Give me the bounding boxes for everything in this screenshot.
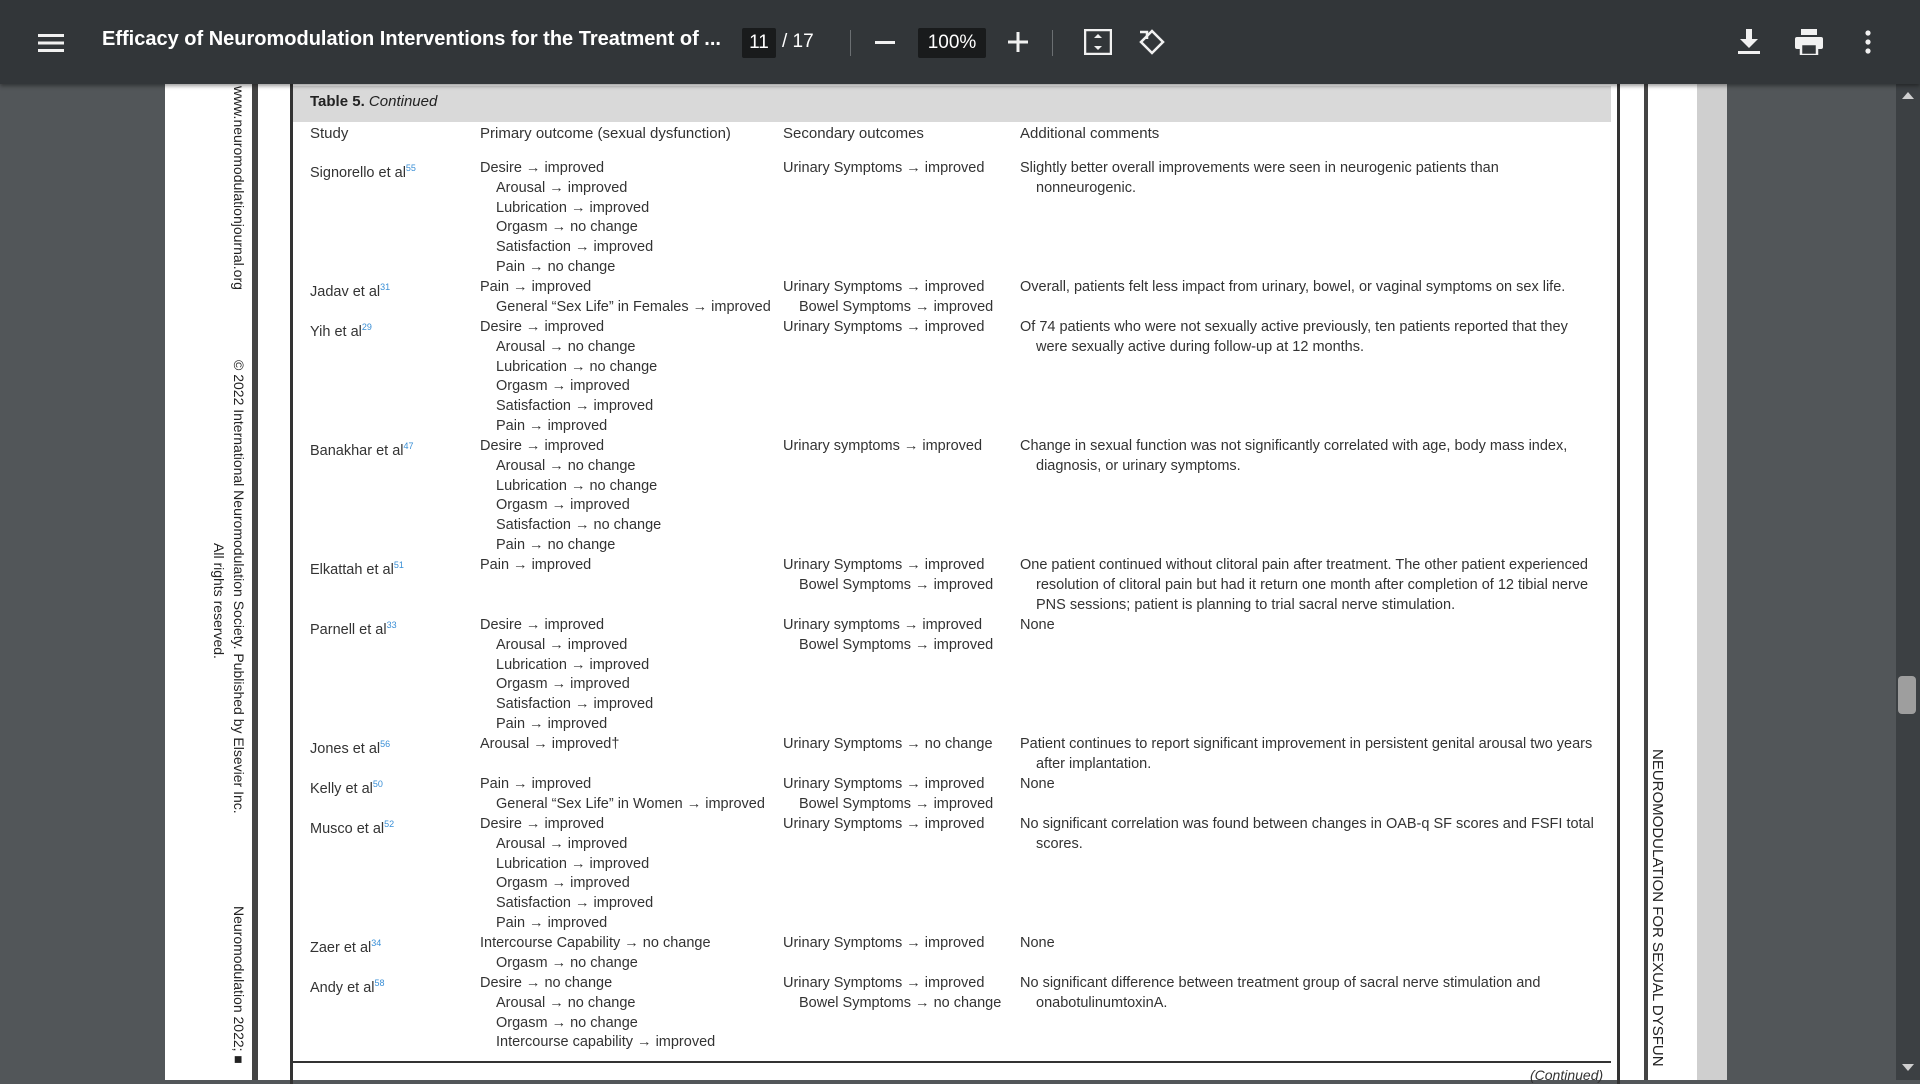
download-icon xyxy=(1738,29,1760,55)
journal-issue: Neuromodulation 2022; ■ xyxy=(231,906,247,1064)
primary-outcome-line: Pain → improved xyxy=(496,914,608,931)
study-cell xyxy=(310,735,390,760)
primary-outcome-line: Lubrication → no change xyxy=(496,358,658,375)
primary-outcome-line: Satisfaction → improved xyxy=(496,398,654,415)
secondary-outcome-line: Urinary Symptoms → improved xyxy=(783,279,985,295)
reference-link[interactable]: 50 xyxy=(372,779,383,789)
secondary-outcome-line: Urinary Symptoms → improved xyxy=(783,557,985,573)
plus-icon xyxy=(1008,32,1028,52)
primary-outcome-line: Arousal → no change xyxy=(496,338,636,355)
secondary-outcome-line: Urinary Symptoms → improved xyxy=(783,975,985,991)
primary-outcome-line: Orgasm → improved xyxy=(496,497,630,514)
reference-link[interactable]: 52 xyxy=(384,819,395,829)
reference-link[interactable]: 47 xyxy=(403,441,414,451)
reference-link[interactable]: 58 xyxy=(374,978,385,988)
secondary-outcome-line: Bowel Symptoms → no change xyxy=(799,994,1002,1011)
secondary-outcome-cell xyxy=(783,159,984,179)
primary-outcome-line: Lubrication → improved xyxy=(496,855,650,872)
primary-outcome-line: Desire → improved xyxy=(480,160,605,176)
rights-notice: All rights reserved. xyxy=(211,543,227,659)
secondary-outcome-cell xyxy=(783,974,1001,1014)
pdf-toolbar xyxy=(0,0,1920,84)
primary-outcome-line: Arousal → no change xyxy=(496,994,636,1011)
primary-outcome-line: Satisfaction → no change xyxy=(496,517,662,534)
study-cell xyxy=(310,815,394,840)
comment-cell: Slightly better overall improvements were seen in neurogenic patients than nonneurogenic. xyxy=(1020,160,1499,196)
toolbar-separator xyxy=(1052,30,1053,56)
rotate-button[interactable] xyxy=(1136,26,1168,58)
comment-cell: One patient continued without clitoral pain after treatment. The other patient experienced resolution of clitoral pain but had it return one month after completion of 12 tibial nerve PNS sessions; patient is planning to trial sacral nerve stimulation. xyxy=(1020,557,1589,613)
study-name: Musco et al xyxy=(310,820,385,837)
secondary-outcome-line: Bowel Symptoms → improved xyxy=(799,795,994,812)
study-cell xyxy=(310,934,381,959)
toolbar-separator xyxy=(850,30,851,56)
column-header-comments: Additional comments xyxy=(1020,125,1160,142)
primary-outcome-line: Satisfaction → improved xyxy=(496,239,654,256)
more-options-button[interactable] xyxy=(1855,26,1881,58)
primary-outcome-cell xyxy=(480,974,715,1053)
primary-outcome-line: Satisfaction → improved xyxy=(496,895,654,912)
primary-outcome-line: Orgasm → improved xyxy=(496,676,630,693)
secondary-outcome-line: Urinary symptoms → improved xyxy=(783,438,983,454)
primary-outcome-line: Desire → improved xyxy=(480,438,605,454)
reference-link[interactable]: 33 xyxy=(386,620,397,630)
primary-outcome-cell xyxy=(480,775,765,815)
scroll-thumb[interactable] xyxy=(1898,676,1916,714)
secondary-outcome-cell xyxy=(783,934,984,954)
table-continued-label: Continued xyxy=(368,93,438,110)
primary-outcome-line: Orgasm → no change xyxy=(496,219,638,236)
page-number-input[interactable]: 11 xyxy=(742,28,776,58)
primary-outcome-cell xyxy=(480,934,711,974)
page-margin-bar xyxy=(252,84,258,1080)
primary-outcome-line: Pain → improved xyxy=(496,417,608,434)
page-total: / 17 xyxy=(782,31,814,52)
secondary-outcome-line: Urinary Symptoms → improved xyxy=(783,935,985,951)
study-name: Yih et al xyxy=(310,323,362,340)
primary-outcome-cell xyxy=(480,318,657,437)
primary-outcome-line: Intercourse Capability → no change xyxy=(480,935,711,951)
primary-outcome-line: Pain → improved xyxy=(480,557,592,573)
secondary-outcome-cell xyxy=(783,278,993,318)
primary-outcome-line: General “Sex Life” in Females → improved xyxy=(496,298,771,315)
study-name: Jones et al xyxy=(310,740,381,757)
study-cell xyxy=(310,775,383,800)
reference-link[interactable]: 31 xyxy=(380,282,391,292)
study-cell xyxy=(310,556,404,581)
reference-link[interactable]: 29 xyxy=(361,322,372,332)
journal-url: www.neuromodulationjournal.org xyxy=(231,86,247,290)
study-name: Banakhar et al xyxy=(310,442,404,459)
download-button[interactable] xyxy=(1734,26,1764,58)
comment-cell: No significant correlation was found between changes in OAB-q SF scores and FSFI total scores. xyxy=(1020,816,1594,852)
primary-outcome-line: Orgasm → improved xyxy=(496,378,630,395)
reference-link[interactable]: 56 xyxy=(380,739,391,749)
comment-cell: None xyxy=(1020,776,1055,792)
primary-outcome-line: Desire → improved xyxy=(480,319,605,335)
study-name: Jadav et al xyxy=(310,283,381,300)
study-cell xyxy=(310,437,414,462)
reference-link[interactable]: 34 xyxy=(371,938,382,948)
scroll-down-arrow[interactable] xyxy=(1902,1064,1914,1071)
primary-outcome-line: Satisfaction → improved xyxy=(496,696,654,713)
rotate-icon xyxy=(1138,28,1166,56)
primary-outcome-line: Pain → no change xyxy=(496,536,616,553)
fit-page-icon xyxy=(1084,29,1112,55)
secondary-outcome-line: Urinary Symptoms → improved xyxy=(783,816,985,832)
primary-outcome-cell xyxy=(480,278,771,318)
secondary-outcome-cell xyxy=(783,616,993,656)
continued-note: (Continued) xyxy=(1530,1067,1604,1083)
comment-cell: None xyxy=(1020,935,1055,951)
zoom-level-input[interactable]: 100% xyxy=(918,28,986,58)
study-cell xyxy=(310,616,397,641)
primary-outcome-line: Arousal → improved xyxy=(496,636,628,653)
secondary-outcome-cell xyxy=(783,815,984,835)
secondary-outcome-line: Urinary Symptoms → no change xyxy=(783,736,993,752)
running-title: NEUROMODULATION FOR SEXUAL DYSFUN xyxy=(1649,749,1666,1067)
study-cell xyxy=(310,278,390,303)
primary-outcome-cell xyxy=(480,815,653,934)
comment-cell: Patient continues to report significant improvement in persistent genital arousal two years after implantation. xyxy=(1020,736,1593,772)
column-header-study: Study xyxy=(310,125,349,142)
table-caption xyxy=(310,93,437,110)
primary-outcome-cell xyxy=(480,556,591,576)
primary-outcome-line: General “Sex Life” in Women → improved xyxy=(496,795,765,812)
secondary-outcome-cell xyxy=(783,556,993,596)
minus-icon xyxy=(875,41,895,45)
table-bottom-rule xyxy=(293,1061,1611,1063)
primary-outcome-line: Lubrication → improved xyxy=(496,656,650,673)
primary-outcome-cell xyxy=(480,616,653,735)
secondary-outcome-line: Urinary Symptoms → improved xyxy=(783,776,985,792)
copyright-notice: © 2022 International Neuromodulation Society. Published by Elsevier Inc. xyxy=(231,360,247,814)
reference-link[interactable]: 51 xyxy=(393,560,404,570)
primary-outcome-cell xyxy=(480,735,619,755)
comment-cell: None xyxy=(1020,617,1055,633)
comment-cell: Of 74 patients who were not sexually active previously, ten patients reported that they were sexually active during follow-up at 12 months. xyxy=(1020,319,1568,355)
primary-outcome-line: Orgasm → no change xyxy=(496,1014,638,1031)
primary-outcome-line: Desire → no change xyxy=(480,975,613,991)
page-margin-bar xyxy=(1644,84,1648,1080)
zoom-out-button[interactable] xyxy=(870,28,900,58)
secondary-outcome-cell xyxy=(783,775,993,815)
table-caption-bar xyxy=(293,86,1611,122)
table-label: Table 5. xyxy=(310,93,365,110)
primary-outcome-line: Desire → improved xyxy=(480,617,605,633)
more-vert-icon xyxy=(1865,30,1871,54)
print-button[interactable] xyxy=(1793,26,1825,58)
primary-outcome-line: Arousal → no change xyxy=(496,457,636,474)
print-icon xyxy=(1795,29,1823,55)
study-cell xyxy=(310,318,372,343)
primary-outcome-line: Lubrication → improved xyxy=(496,199,650,216)
study-cell xyxy=(310,974,385,999)
secondary-outcome-line: Urinary Symptoms → improved xyxy=(783,319,985,335)
primary-outcome-line: Arousal → improved† xyxy=(480,736,620,752)
study-name: Elkattah et al xyxy=(310,561,394,578)
zoom-in-button[interactable] xyxy=(1003,27,1033,57)
comment-cell: No significant difference between treatment group of sacral nerve stimulation and onabotulinumtoxinA. xyxy=(1020,975,1541,1011)
secondary-outcome-line: Urinary symptoms → improved xyxy=(783,617,983,633)
column-header-secondary: Secondary outcomes xyxy=(783,125,924,142)
secondary-outcome-cell xyxy=(783,437,982,457)
reference-link[interactable]: 55 xyxy=(405,163,416,173)
primary-outcome-line: Pain → improved xyxy=(496,715,608,732)
primary-outcome-line: Pain → improved xyxy=(480,279,592,295)
comment-cell: Change in sexual function was not significantly correlated with age, body mass index, diagnosis, or urinary symptoms. xyxy=(1020,438,1568,474)
primary-outcome-line: Desire → improved xyxy=(480,816,605,832)
secondary-outcome-cell xyxy=(783,735,993,755)
primary-outcome-line: Intercourse capability → improved xyxy=(496,1034,716,1051)
primary-outcome-line: Lubrication → no change xyxy=(496,477,658,494)
primary-outcome-cell xyxy=(480,159,653,278)
primary-outcome-line: Orgasm → no change xyxy=(496,954,638,971)
study-name: Zaer et al xyxy=(310,939,372,956)
column-header-primary: Primary outcome (sexual dysfunction) xyxy=(480,125,731,142)
scrollbar[interactable] xyxy=(1896,84,1920,1080)
primary-outcome-line: Arousal → improved xyxy=(496,179,628,196)
secondary-outcome-line: Bowel Symptoms → improved xyxy=(799,636,994,653)
study-cell xyxy=(310,159,416,184)
menu-icon xyxy=(38,32,64,54)
secondary-outcome-line: Bowel Symptoms → improved xyxy=(799,298,994,315)
study-name: Signorello et al xyxy=(310,164,406,181)
study-name: Andy et al xyxy=(310,979,375,996)
comment-cell: Overall, patients felt less impact from urinary, bowel, or vaginal symptoms on sex life. xyxy=(1020,279,1566,295)
primary-outcome-cell xyxy=(480,437,661,556)
primary-outcome-line: Arousal → improved xyxy=(496,835,628,852)
study-name: Kelly et al xyxy=(310,780,373,797)
scroll-up-arrow[interactable] xyxy=(1902,92,1914,99)
primary-outcome-line: Orgasm → improved xyxy=(496,875,630,892)
fit-page-button[interactable] xyxy=(1082,26,1114,58)
secondary-outcome-line: Urinary Symptoms → improved xyxy=(783,160,985,176)
secondary-outcome-line: Bowel Symptoms → improved xyxy=(799,576,994,593)
watermark-band xyxy=(1697,84,1727,1080)
study-name: Parnell et al xyxy=(310,621,387,638)
primary-outcome-line: Pain → improved xyxy=(480,776,592,792)
article-in-press-watermark: ARTICLE IN PRESS xyxy=(1536,446,1569,741)
primary-outcome-line: Pain → no change xyxy=(496,258,616,275)
document-title: Efficacy of Neuromodulation Interventions for the Treatment of ... xyxy=(102,28,721,50)
secondary-outcome-cell xyxy=(783,318,984,338)
menu-button[interactable] xyxy=(34,26,68,60)
